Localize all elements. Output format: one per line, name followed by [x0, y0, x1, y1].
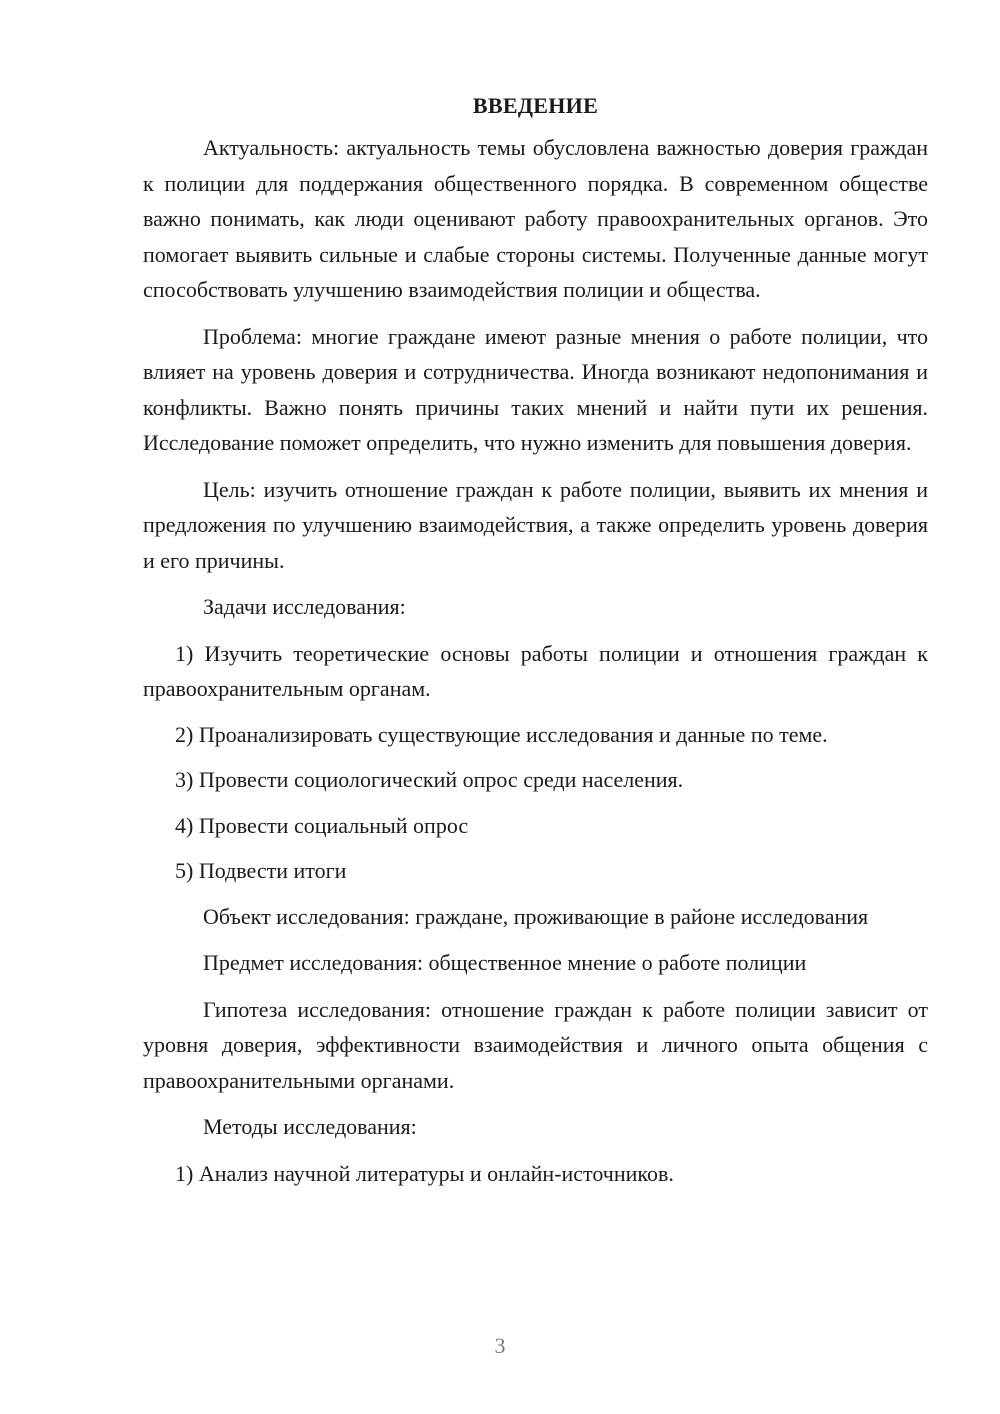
hypothesis-paragraph: Гипотеза исследования: отношение граждан к работе полиции зависит от уровня доверия, эффективности взаимодействия и личного опыта общения с правоохранительными органами. — [143, 996, 928, 1093]
task-item-2: 2) Проанализировать существующие исследования и данные по теме. — [175, 721, 828, 747]
task-item-3: 3) Провести социологический опрос среди населения. — [175, 767, 684, 792]
goal-paragraph: Цель: изучить отношение граждан к работе полиции, выявить их мнения и предложения по улучшению взаимодействия, а также определить уровень доверия и его причины. — [143, 476, 928, 573]
task-item-4: 4) Провести социальный опрос — [175, 812, 469, 838]
task-item-1: 1) Изучить теоретические основы работы полиции и отношения граждан к правоохранительным органам. — [143, 640, 928, 701]
tasks-heading: Задачи исследования: — [203, 594, 406, 619]
document-page — [143, 90, 928, 1201]
task-item-5: 5) Подвести итоги — [175, 858, 347, 883]
object-paragraph: Объект исследования: граждане, проживающие в районе исследования — [203, 903, 869, 929]
relevance-paragraph: Актуальность: актуальность темы обусловлена важностью доверия граждан к полиции для поддержания общественного порядка. В современном обществе важно понимать, как люди оценивают работу правоохранительных органов. Это помогает выявить сильные и слабые стороны системы. Полученные данные могут способствовать улучшению взаимодействия полиции и общества. — [143, 135, 928, 302]
page-number: 3 — [494, 1333, 506, 1358]
methods-heading: Методы исследования: — [203, 1114, 417, 1139]
method-item-1: 1) Анализ научной литературы и онлайн-источников. — [175, 1160, 674, 1186]
page-title: ВВЕДЕНИЕ — [472, 93, 599, 118]
problem-paragraph: Проблема: многие граждане имеют разные мнения о работе полиции, что влияет на уровень доверия и сотрудничества. Иногда возникают недопонимания и конфликты. Важно понять причины таких мнений и найти пути их решения. Исследование поможет определить, что нужно изменить для повышения доверия. — [143, 323, 928, 455]
subject-paragraph: Предмет исследования: общественное мнение о работе полиции — [203, 950, 807, 975]
